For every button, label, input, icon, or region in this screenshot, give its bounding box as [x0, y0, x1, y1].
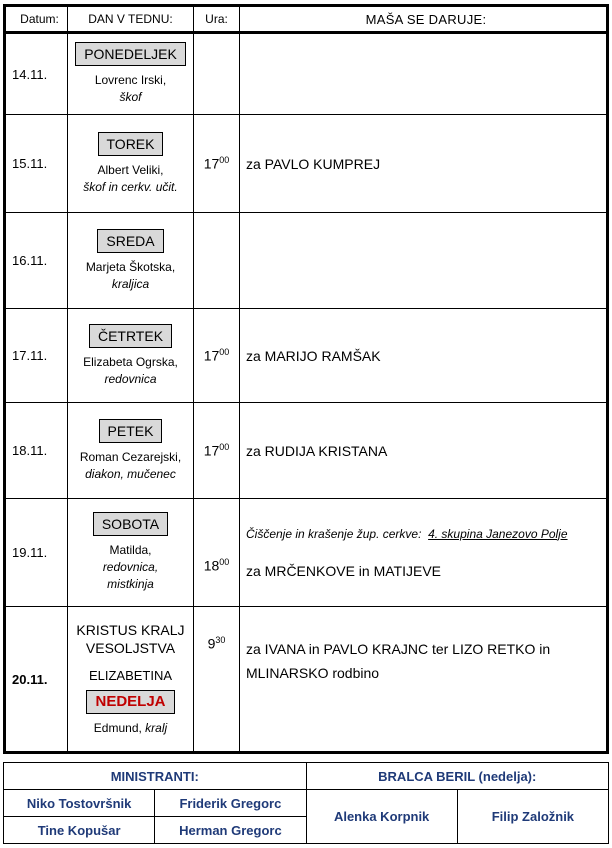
row-time [194, 403, 240, 499]
feast-extra: ELIZABETINA [88, 668, 173, 683]
saint-title: diakon, mučenec [85, 466, 176, 481]
mass-schedule-table [3, 4, 609, 754]
day-label: PETEK [99, 419, 163, 443]
row-time [194, 309, 240, 403]
header-time: Ura: [194, 6, 240, 33]
table-row [5, 213, 608, 309]
day-label: SREDA [97, 229, 163, 253]
row-date: 14.11. [5, 33, 68, 115]
table-row [5, 115, 608, 213]
day-label: TOREK [98, 132, 164, 156]
row-day-cell [68, 33, 194, 115]
row-intention-cell [240, 499, 608, 607]
row-day-cell [68, 213, 194, 309]
reader-name: Alenka Korpnik [306, 790, 457, 844]
minister-name: Tine Kopušar [4, 817, 155, 844]
roles-table [3, 762, 609, 844]
cleaning-note-group: 4. skupina Janezovo Polje [428, 526, 568, 541]
time-minute: 30 [215, 635, 226, 645]
row-intention [240, 33, 608, 115]
cleaning-note [246, 527, 606, 541]
time-hour: 17 [203, 347, 220, 364]
row-intention: za MARIJO RAMŠAK [240, 309, 608, 403]
header-day: DAN V TEDNU: [68, 6, 194, 33]
row-intention: za PAVLO KUMPREJ [240, 115, 608, 213]
table-row [5, 403, 608, 499]
row-date: 15.11. [5, 115, 68, 213]
row-date: 16.11. [5, 213, 68, 309]
row-date: 19.11. [5, 499, 68, 607]
row-date: 17.11. [5, 309, 68, 403]
saint-title: kralj [145, 721, 168, 735]
day-label: PONEDELJEK [75, 42, 186, 66]
row-day-cell [68, 115, 194, 213]
saint-name: Matilda, [109, 543, 152, 557]
minister-name: Niko Tostovršnik [4, 790, 155, 817]
saint-title: redovnica [104, 371, 157, 386]
saint-name: Elizabeta Ogrska, [83, 354, 178, 369]
row-day-cell [68, 309, 194, 403]
time-hour: 18 [203, 557, 220, 574]
day-label-sunday: NEDELJA [86, 690, 174, 714]
header-mass: MAŠA SE DARUJE: [240, 6, 608, 33]
time-minute: 00 [219, 347, 230, 358]
saint-line [94, 721, 167, 735]
feast-line-1: KRISTUS KRALJ [76, 622, 185, 638]
table-row [5, 309, 608, 403]
minister-name: Friderik Gregorc [155, 790, 306, 817]
row-time [194, 115, 240, 213]
cleaning-note-text: Čiščenje in krašenje žup. cerkve: [246, 526, 422, 541]
row-day-cell [68, 499, 194, 607]
saint-name: Lovrenc Irski, [94, 73, 167, 87]
saint-title: škof [119, 90, 142, 104]
row-date: 20.11. [5, 607, 68, 753]
row-time [194, 607, 240, 753]
time-hour: 9 [207, 635, 216, 652]
row-intention: za IVANA in PAVLO KRAJNC ter LIZO RETKO in MLINARSKO rodbino [240, 607, 608, 753]
feast-line-2: VESOLJSTVA [85, 640, 176, 656]
saint-name: Marjeta Škotska, [85, 259, 176, 274]
ministranti-title: MINISTRANTI: [4, 763, 307, 790]
header-row [5, 6, 608, 33]
row-time [194, 499, 240, 607]
saint-title: škof in cerkv. učit. [83, 179, 178, 194]
saint-title: kraljica [111, 276, 150, 291]
saint-title-2: mistkinja [107, 577, 154, 591]
row-intention: za MRČENKOVE in MATIJEVE [246, 562, 442, 579]
row-day-cell [68, 607, 194, 753]
row-time [194, 213, 240, 309]
time-minute: 00 [219, 155, 230, 166]
row-intention: za RUDIJA KRISTANA [240, 403, 608, 499]
header-date: Datum: [5, 6, 68, 33]
bralci-title: BRALCA BERIL (nedelja): [306, 763, 609, 790]
row-date: 18.11. [5, 403, 68, 499]
day-label: ČETRTEK [89, 324, 172, 348]
table-row [5, 33, 608, 115]
roles-header-row [4, 763, 609, 790]
time-minute: 00 [219, 557, 230, 568]
row-time [194, 33, 240, 115]
table-row [5, 499, 608, 607]
time-hour: 17 [203, 155, 220, 172]
roles-row [4, 790, 609, 817]
saint-name: Roman Cezarejski, [79, 449, 182, 464]
table-row [5, 607, 608, 753]
time-hour: 17 [203, 442, 220, 459]
minister-name: Herman Gregorc [155, 817, 306, 844]
time-minute: 00 [219, 442, 230, 453]
row-day-cell [68, 403, 194, 499]
reader-name: Filip Založnik [457, 790, 608, 844]
saint-name: Albert Veliki, [97, 162, 164, 177]
saint-title: redovnica, [102, 560, 159, 574]
saint-name: Edmund, [93, 721, 142, 735]
day-label: SOBOTA [93, 512, 168, 536]
row-intention [240, 213, 608, 309]
